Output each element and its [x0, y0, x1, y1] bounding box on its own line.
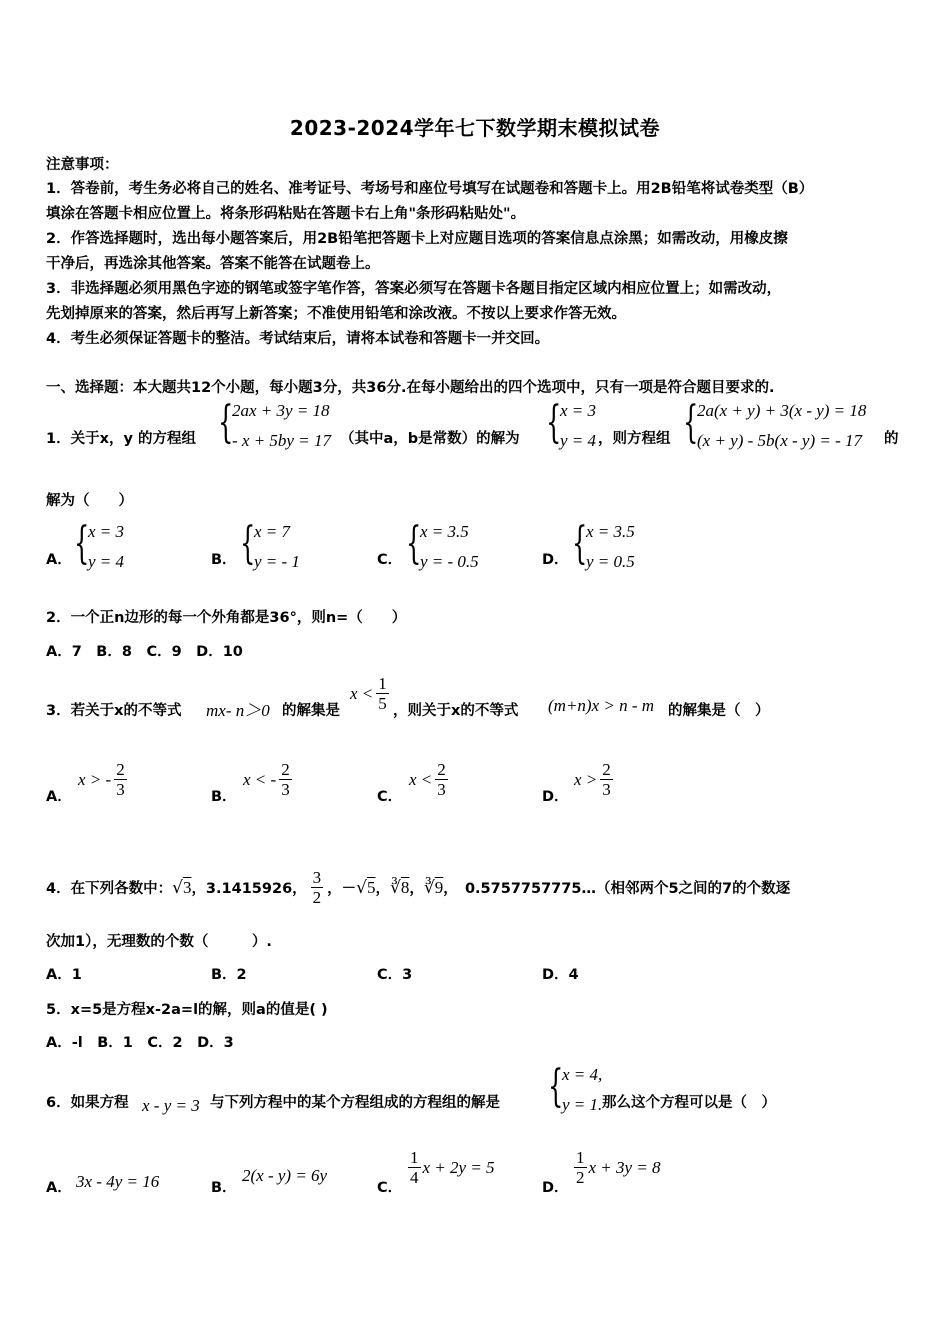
- q4-prefix: 4．在下列各数中：: [46, 881, 173, 897]
- q4-option-c: C．3: [377, 967, 413, 983]
- notice-line: 先划掉原来的答案，然后再写上新答案；不准使用铅笔和涂改液。不按以上要求作答无效。: [46, 306, 626, 322]
- equation: y = 1.: [562, 1095, 603, 1114]
- q1-system-2: { x = 3 y = 4: [546, 398, 596, 454]
- q2-text: 2．一个正n边形的每一个外角都是36°，则n=（ ）: [46, 610, 407, 626]
- q3-prefix: 3．若关于x的不等式: [46, 703, 182, 719]
- q6-option-c: $\frac{1}{4}$ x + 2y = 5: [410, 1148, 495, 1187]
- q6-equation: x - y = 3: [142, 1096, 200, 1115]
- q1-option-label: C．: [377, 552, 403, 568]
- q3-option-d: x > $\frac{2}{3}$: [574, 760, 611, 799]
- q4-option-a: A．1: [46, 967, 82, 983]
- equation: (x + y) - 5b(x - y) = - 17: [697, 431, 863, 450]
- notice-line: 3．非选择题必须用黑色字迹的钢笔或签字笔作答，答案必须写在答题卡各题目指定区域内相应位置上；如需改动，: [46, 281, 782, 297]
- q4-text: ，: [375, 881, 391, 897]
- q4-line: [46, 868, 790, 907]
- q4-option-b: B．2: [211, 967, 247, 983]
- notice-line: 4．考生必须保证答题卡的整洁。考试结束后，请将本试卷和答题卡一并交回。: [46, 331, 550, 347]
- q3-option-c: x < $\frac{2}{3}$: [409, 760, 446, 799]
- q6-option-label: A．: [46, 1180, 72, 1196]
- notice-line: 干净后，再选涂其他答案。答案不能答在试题卷上。: [46, 256, 380, 272]
- q1-option-b: { x = 7 y = - 1: [240, 519, 300, 575]
- q6-option-a: 3x - 4y = 16: [76, 1172, 160, 1191]
- equation: x = 3: [560, 401, 597, 420]
- equation: x = 3.5: [420, 522, 469, 541]
- q4-text: ，－: [327, 881, 357, 897]
- q3-option-label: A．: [46, 789, 72, 805]
- notice-line: 填涂在答题卡相应位置上。将条形码粘贴在答题卡右上角"条形码粘贴处"。: [46, 206, 526, 222]
- q3-option-label: B．: [211, 789, 237, 805]
- equation: y = - 1: [254, 552, 300, 571]
- q3-inequality: mx- n＞0: [206, 701, 270, 720]
- q3-option-label: C．: [377, 789, 403, 805]
- notice-line: 2．作答选择题时，选出每小题答案后，用2B铅笔把答题卡上对应题目选项的答案信息点涂黑；如需改动，用橡皮擦: [46, 231, 788, 247]
- fraction: $\frac{3}{2}$: [312, 868, 322, 907]
- q1-mid: （其中a，b是常数）的解为: [340, 431, 520, 447]
- q1-system-1: { 2ax + 3y = 18 - x + 5by = 17: [218, 398, 331, 454]
- q5-text: 5．x=5是方程x-2a=l的解，则a的值是( ): [46, 1002, 328, 1018]
- q4-text: ，3.1415926，: [191, 881, 307, 897]
- equation: y = 0.5: [586, 552, 635, 571]
- radicand: 5: [367, 877, 376, 897]
- q4-text: ，: [409, 881, 424, 897]
- q1-option-d: { x = 3.5 y = 0.5: [572, 519, 635, 575]
- q4-cont: 次加1），无理数的个数（ ）.: [46, 934, 272, 950]
- sqrt-symbol: √: [172, 877, 183, 898]
- q2-options: A．7 B．8 C．9 D．10: [46, 644, 243, 660]
- q1-option-label: D．: [542, 552, 569, 568]
- q6-mid: 与下列方程中的某个方程组成的方程组的解是: [210, 1095, 500, 1111]
- radicand: 3: [182, 877, 192, 897]
- q1-mid2: ，则方程组: [598, 431, 671, 447]
- q1-cont: 解为（ ）: [46, 493, 133, 509]
- equation: 2ax + 3y = 18: [232, 401, 330, 420]
- q3-mid2: ，则关于x的不等式: [393, 703, 519, 719]
- q1-option-label: A．: [46, 552, 72, 568]
- cbrt-symbol: ∛: [390, 877, 401, 898]
- q1-prefix: 1．关于x，y 的方程组: [46, 431, 196, 447]
- q3-option-label: D．: [542, 789, 569, 805]
- q4-text: ， 0.5757757775…（相邻两个5之间的7的个数逐: [443, 881, 791, 897]
- notice-line: 1．答卷前，考生务必将自己的姓名、准考证号、考场号和座位号填写在试题卷和答题卡上。用2B铅笔将试卷类型（B）: [46, 181, 814, 197]
- q5-options: A．-l B．1 C．2 D．3: [46, 1035, 234, 1051]
- q1-option-a: { x = 3 y = 4: [74, 519, 124, 575]
- cbrt-symbol: ∛: [423, 877, 435, 898]
- radicand: 8: [400, 877, 410, 897]
- sqrt-symbol: √: [356, 877, 368, 898]
- equation: y = - 0.5: [420, 552, 479, 571]
- q6-system: { x = 4, y = 1.: [548, 1062, 602, 1118]
- q1-option-c: { x = 3.5 y = - 0.5: [406, 519, 479, 575]
- q1-system-3: { 2a(x + y) + 3(x - y) = 18 (x + y) - 5b(x - y) = - 17: [683, 398, 866, 454]
- q6-option-label: B．: [211, 1180, 237, 1196]
- q6-option-d: $\frac{1}{2}$ x + 3y = 8: [576, 1148, 661, 1187]
- q6-prefix: 6．如果方程: [46, 1095, 129, 1111]
- radicand: 9: [434, 877, 444, 897]
- q6-suffix: 那么这个方程可以是（ ）: [602, 1095, 776, 1111]
- q1-option-label: B．: [211, 552, 237, 568]
- equation: x = 7: [254, 522, 291, 541]
- equation: - x + 5by = 17: [232, 431, 331, 450]
- equation: y = 4: [88, 552, 125, 571]
- section-heading: 一、选择题：本大题共12个小题，每小题3分，共36分.在每小题给出的四个选项中，只有一项是符合题目要求的.: [46, 380, 775, 396]
- equation: y = 4: [560, 431, 597, 450]
- q1-suffix: 的: [884, 431, 899, 447]
- q6-option-label: D．: [542, 1180, 569, 1196]
- q3-option-b: x < - $\frac{2}{3}$: [243, 760, 290, 799]
- q4-option-d: D．4: [542, 967, 579, 983]
- notice-heading: 注意事项：: [46, 157, 119, 173]
- equation: x = 3: [88, 522, 125, 541]
- q3-mid: 的解集是: [282, 703, 340, 719]
- q3-solution: x < $\frac{1}{5}$: [350, 674, 387, 713]
- equation: x = 4,: [562, 1065, 603, 1084]
- q3-inequality-2: (m+n)x > n - m: [548, 696, 655, 715]
- equation: x = 3.5: [586, 522, 635, 541]
- q6-option-label: C．: [377, 1180, 403, 1196]
- equation: 2a(x + y) + 3(x - y) = 18: [697, 401, 867, 420]
- q3-option-a: x > - $\frac{2}{3}$: [78, 760, 125, 799]
- page-title: 2023-2024学年七下数学期末模拟试卷: [289, 116, 661, 140]
- q3-suffix: 的解集是（ ）: [668, 703, 770, 719]
- q6-option-b: 2(x - y) = 6y: [242, 1166, 328, 1185]
